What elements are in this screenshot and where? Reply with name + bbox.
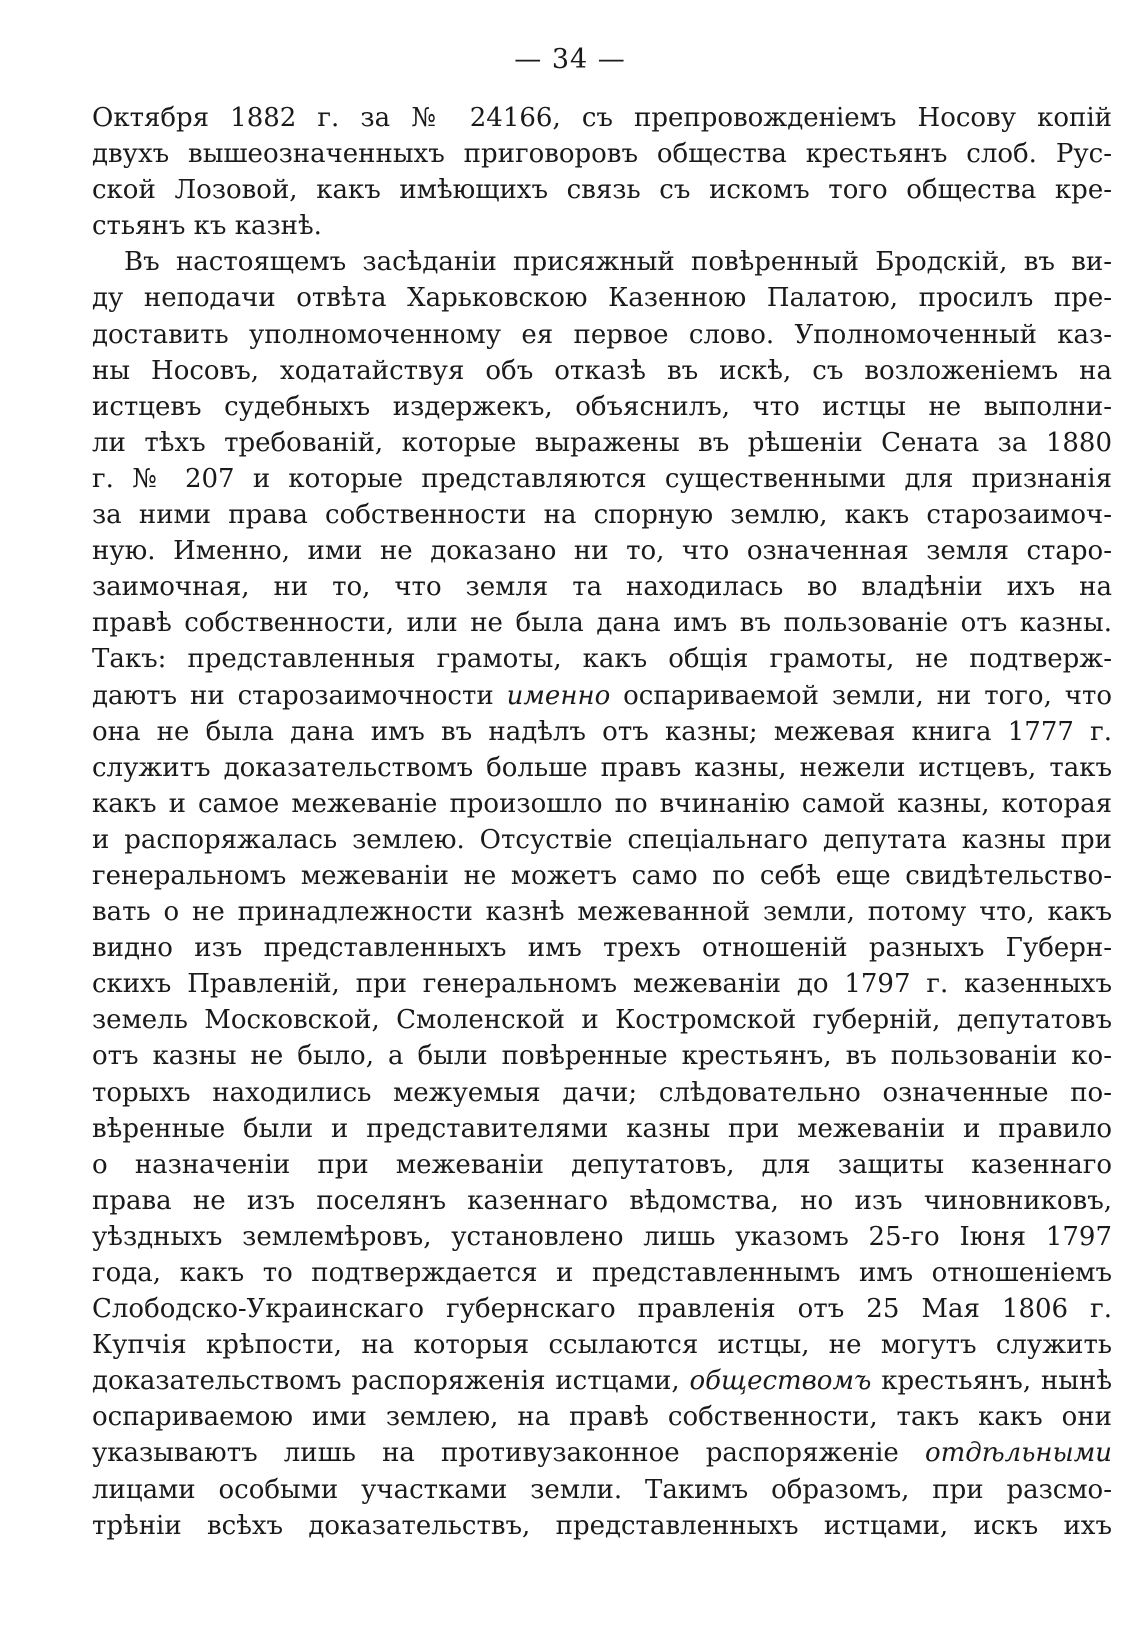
text-segment: крестьянъ, нынѣ — [871, 1366, 1112, 1397]
text-line: г. № 207 и которые представляются существенными для признанія — [92, 463, 1112, 494]
text-line: трѣніи всѣхъ доказательствъ, представленныхъ истцами, искъ ихъ — [92, 1510, 1112, 1541]
text-line: Купчія крѣпости, на которыя ссылаются истцы, не могутъ служить — [92, 1330, 1112, 1361]
text-line: ны Носовъ, ходатайствуя объ отказѣ въ искѣ, съ возложеніемъ на — [92, 355, 1112, 386]
text-line: земель Московской, Смоленской и Костромской губерній, депутатовъ — [92, 1005, 1112, 1036]
italic-emphasis: обществомъ — [689, 1366, 872, 1397]
text-line: лицами особыми участками земли. Такимъ образомъ, при разсмо- — [92, 1474, 1112, 1505]
text-line: торыхъ находились межуемыя дачи; слѣдовательно означенные по- — [92, 1077, 1112, 1108]
text-line: ду неподачи отвѣта Харьковскою Казенною Палатою, просилъ пре- — [92, 283, 1112, 314]
text-line: генеральномъ межеваніи не можетъ само по себѣ еще свидѣтельство- — [92, 860, 1112, 891]
body-text — [92, 100, 1112, 1544]
text-line: года, какъ то подтверждается и представленнымъ имъ отношеніемъ — [92, 1258, 1112, 1288]
text-line: права не изъ поселянъ казеннаго вѣдомства, но изъ чиновниковъ, — [92, 1185, 1112, 1216]
text-line: она не была дана имъ въ надѣлъ отъ казны; межевая книга 1777 г. — [92, 716, 1112, 747]
text-line: Такъ: представленныя грамоты, какъ общія грамоты, не подтверж- — [92, 644, 1112, 675]
text-line: доставить уполномоченному ея первое слово. Уполномоченный каз- — [92, 319, 1112, 350]
text-segment: указываютъ лишь на противузаконное распоряженіе — [92, 1438, 925, 1469]
text-line: вѣренные были и представителями казны при межеваніи и правило — [92, 1113, 1112, 1144]
text-line: заимочная, ни то, что земля та находилась во владѣніи ихъ на — [92, 572, 1112, 603]
text-line: двухъ вышеозначенныхъ приговоровъ общества крестьянъ слоб. Рус- — [92, 139, 1112, 170]
text-line: ную. Именно, ими не доказано ни то, что означенная земля старо- — [92, 536, 1112, 567]
text-line: стьянъ къ казнѣ. — [92, 211, 322, 242]
text-line: Въ настоящемъ засѣданіи присяжный повѣренный Бродскій, въ ви- — [124, 247, 1112, 278]
text-segment: даютъ ни старозаимочности — [92, 680, 507, 711]
text-line: Октября 1882 г. за № 24166, съ препровожденіемъ Носову копій — [92, 103, 1112, 133]
text-line: о назначеніи при межеваніи депутатовъ, для защиты казеннаго — [92, 1149, 1112, 1180]
text-line: ли тѣхъ требованій, которые выражены въ рѣшеніи Сената за 1880 — [92, 427, 1112, 458]
text-line: истцевъ судебныхъ издержекъ, объяснилъ, что истцы не выполни- — [92, 391, 1112, 422]
text-segment: доказательствомъ распоряженія истцами, — [92, 1366, 690, 1397]
text-line — [92, 678, 1112, 714]
text-line: правѣ собственности, или не была дана имъ въ пользованіе отъ казны. — [92, 608, 1112, 639]
text-line: Слободско-Украинскаго губернскаго правленія отъ 25 Мая 1806 г. — [92, 1294, 1112, 1325]
text-line: за ними права собственности на спорную землю, какъ старозаимоч- — [92, 500, 1112, 531]
text-line: отъ казны не было, а были повѣренные крестьянъ, въ пользованіи ко- — [92, 1041, 1112, 1072]
text-line: оспариваемою ими землею, на правѣ собственности, такъ какъ они — [92, 1402, 1112, 1433]
text-line: ской Лозовой, какъ имѣющихъ связь съ искомъ того общества кре- — [92, 175, 1112, 206]
text-line: служитъ доказательствомъ больше правъ казны, нежели истцевъ, такъ — [92, 752, 1112, 783]
text-line — [92, 1435, 1112, 1471]
text-line: скихъ Правленій, при генеральномъ межеваніи до 1797 г. казенныхъ — [92, 969, 1112, 1000]
text-segment: оспариваемой земли, ни того, что — [610, 680, 1112, 711]
text-line: и распоряжалась землею. Отсуствіе спеціальнаго депутата казны при — [92, 824, 1112, 855]
text-line: вать о не принадлежности казнѣ межеванной земли, потому что, какъ — [92, 897, 1112, 928]
text-line: видно изъ представленныхъ имъ трехъ отношеній разныхъ Губерн- — [92, 933, 1112, 964]
page-number: — 34 — — [514, 44, 626, 75]
text-line: какъ и самое межеваніе произошло по вчинанію самой казны, которая — [92, 788, 1112, 819]
text-line: уѣздныхъ землемѣровъ, установлено лишь указомъ 25-го Іюня 1797 — [92, 1221, 1112, 1252]
italic-emphasis: отдѣльными — [924, 1438, 1112, 1469]
text-line — [92, 1363, 1112, 1399]
italic-emphasis: именно — [506, 680, 611, 711]
